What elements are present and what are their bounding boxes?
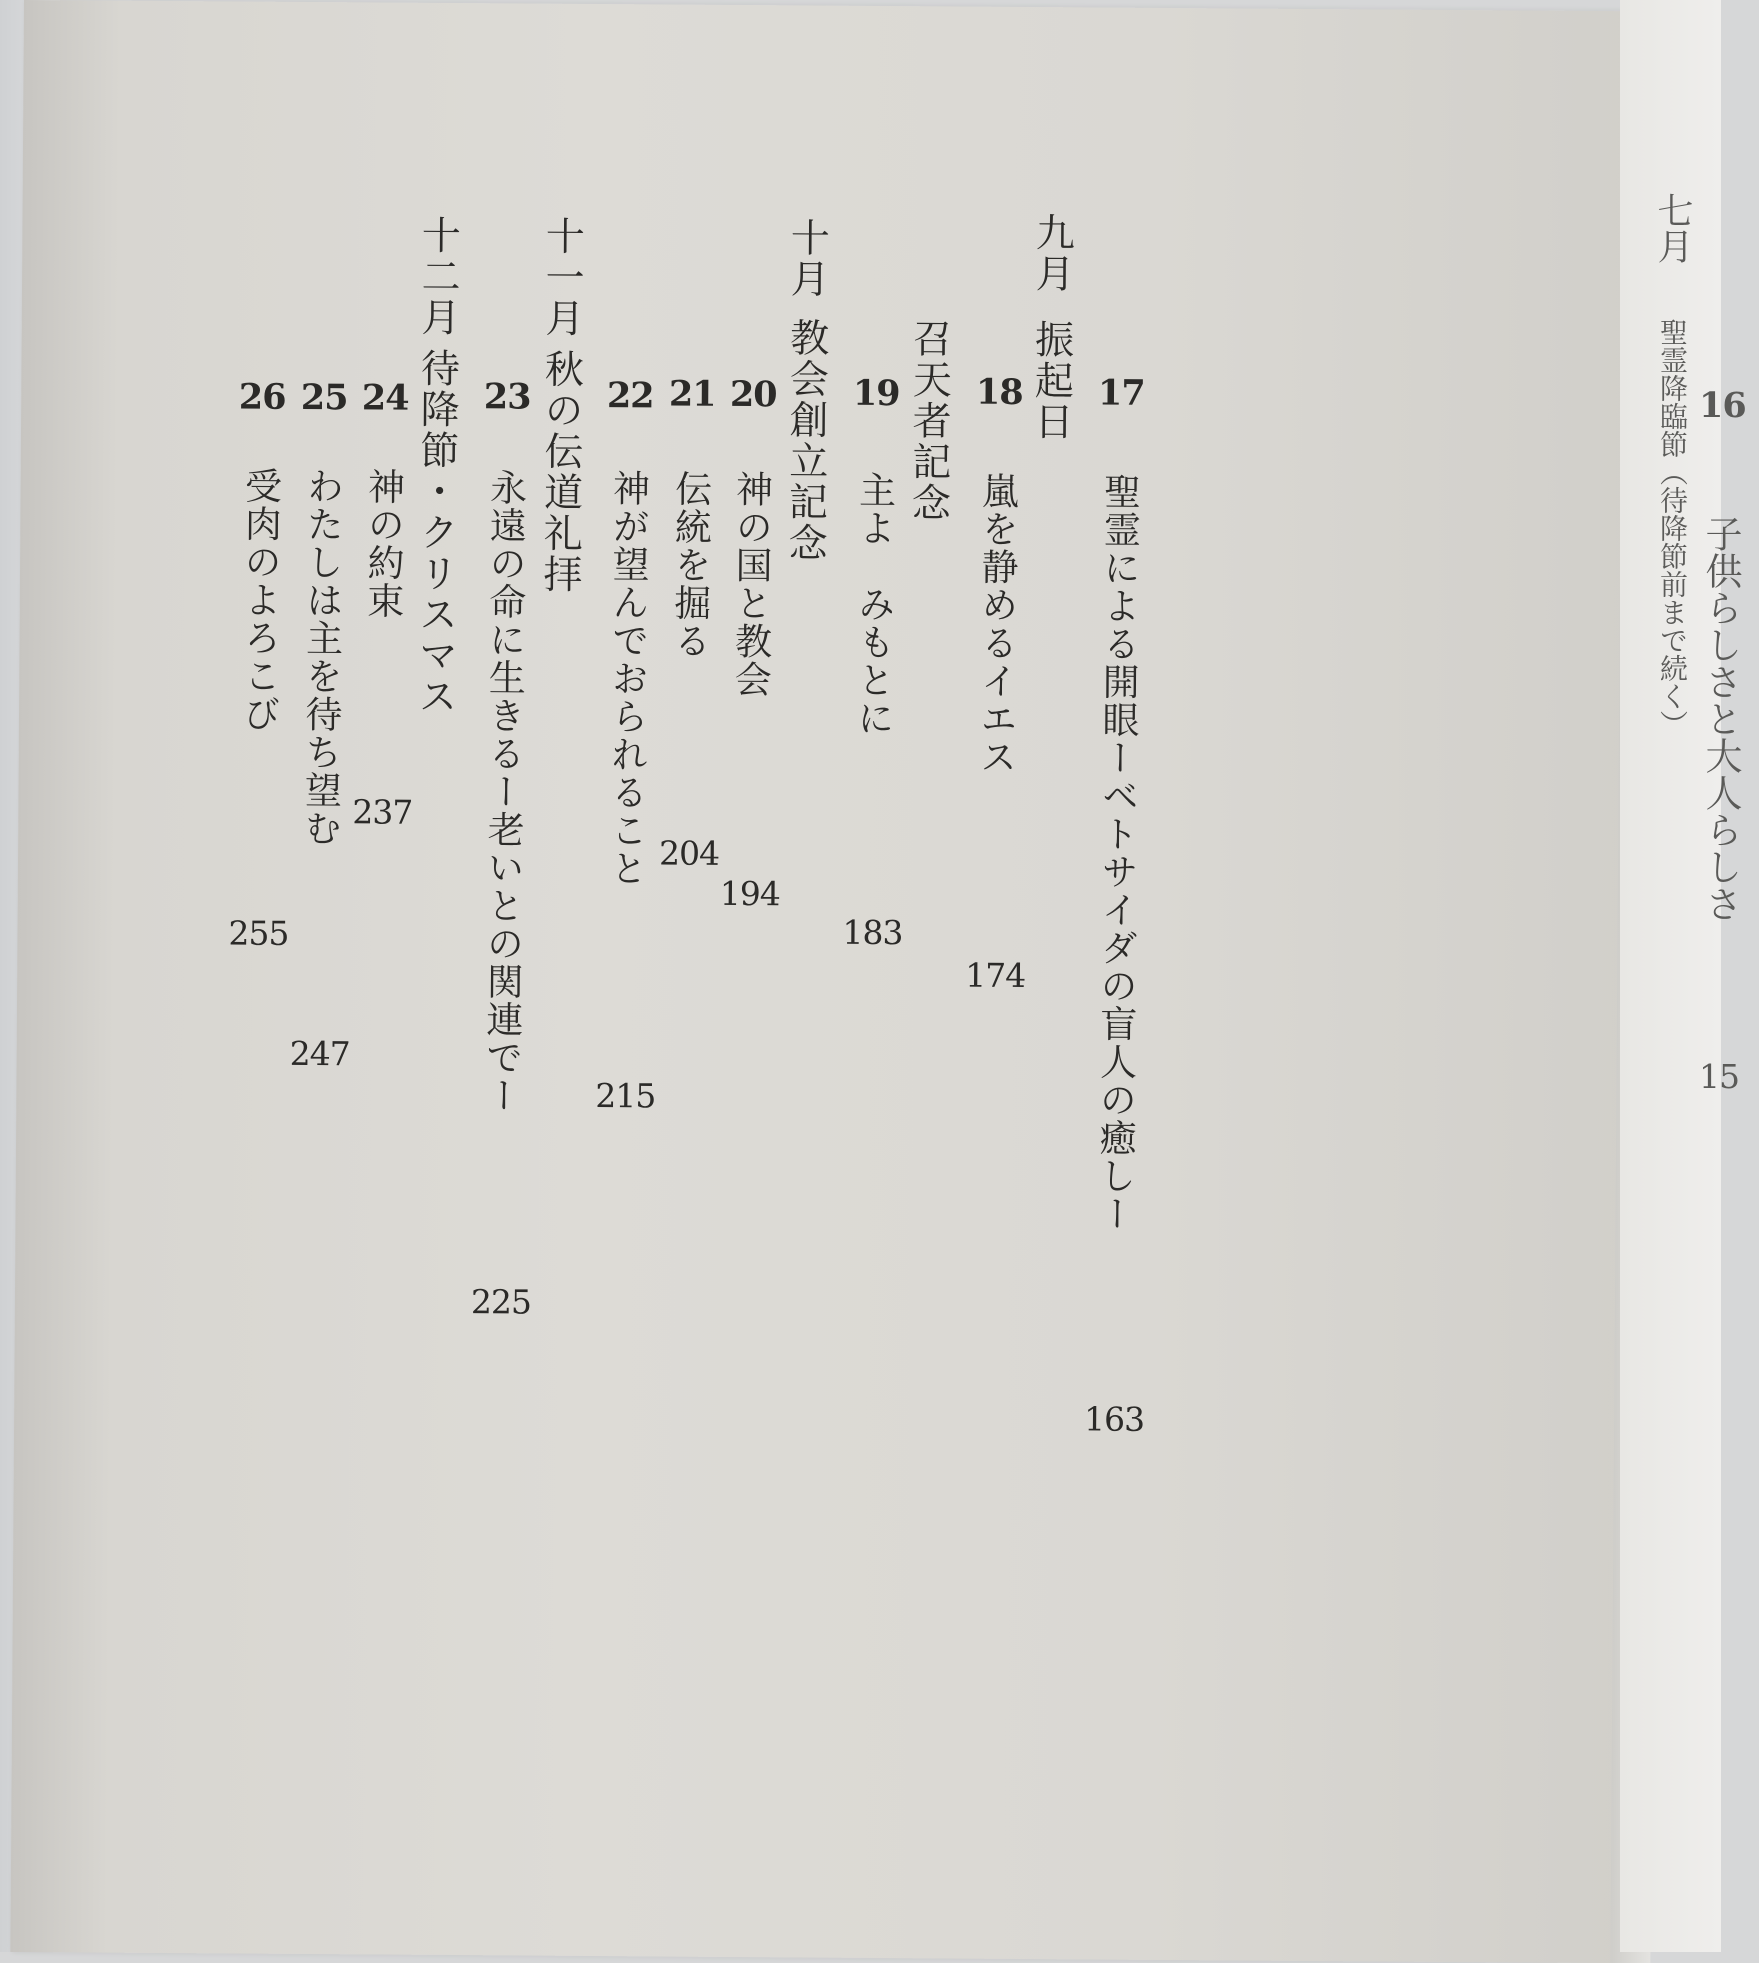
page-number: 215 [595, 1076, 656, 1116]
page-number: 183 [842, 912, 903, 953]
section-title: 振起日 [1027, 319, 1074, 443]
month-heading: 九月 [1028, 212, 1075, 295]
entry-title: 受肉のよろこび [236, 466, 282, 733]
entry-title: 嵐を静めるイエス [973, 471, 1019, 776]
page-number: 194 [719, 873, 780, 914]
section-title: 秋の伝道礼拝 [536, 348, 584, 595]
section-title: 教会創立記念 [782, 317, 829, 564]
next-page-number: 15 [1699, 1057, 1739, 1096]
entry-number: 22 [606, 375, 654, 417]
page-number: 163 [1083, 1399, 1145, 1439]
entry-number: 21 [668, 373, 716, 415]
entry-number: 23 [483, 376, 531, 418]
next-entry-number: 16 [1699, 385, 1746, 426]
section-title: 待降節・クリスマス [412, 347, 460, 718]
next-page-edge [1620, 0, 1746, 1952]
entry-title: 神が望んでおられること [603, 469, 650, 888]
entry-title: 永遠の命に生きるー老いとの関連でー [479, 468, 527, 1115]
entry-title: 神の国と教会 [728, 469, 773, 699]
entry-number: 18 [975, 371, 1023, 413]
entry-title: 聖霊による開眼ーベトサイダの盲人の癒しー [1092, 472, 1141, 1233]
month-heading: 十二月 [414, 214, 461, 339]
page-number: 255 [228, 913, 289, 953]
next-entry-title: 子供らしさと大人らしさ [1699, 515, 1742, 922]
page-number: 247 [289, 1033, 350, 1074]
entry-number: 24 [361, 377, 409, 419]
month-heading: 十一月 [538, 215, 585, 339]
entry-number: 20 [729, 373, 777, 416]
entry-number: 25 [300, 376, 348, 419]
next-month-heading: 七月 [1652, 192, 1693, 264]
entry-number: 17 [1097, 372, 1145, 414]
month-heading: 十月 [783, 217, 830, 300]
entry-title: わたしは主を待ち望む [298, 466, 344, 848]
page-number: 237 [352, 792, 413, 832]
page-number: 225 [470, 1282, 532, 1322]
entry-number: 19 [852, 372, 900, 415]
entry-title: 主よ みもとに [850, 470, 896, 738]
section-title: 召天者記念 [905, 318, 952, 524]
page-number: 174 [965, 955, 1026, 996]
table-of-contents-page [10, 0, 1644, 1963]
entry-title: 神の約束 [360, 467, 405, 620]
entry-number: 26 [238, 376, 286, 418]
next-section-title: 聖霊降臨節（待降節前まで続く） [1656, 318, 1689, 738]
entry-title: 伝統を掘る [667, 469, 712, 660]
page-number: 204 [658, 833, 720, 873]
